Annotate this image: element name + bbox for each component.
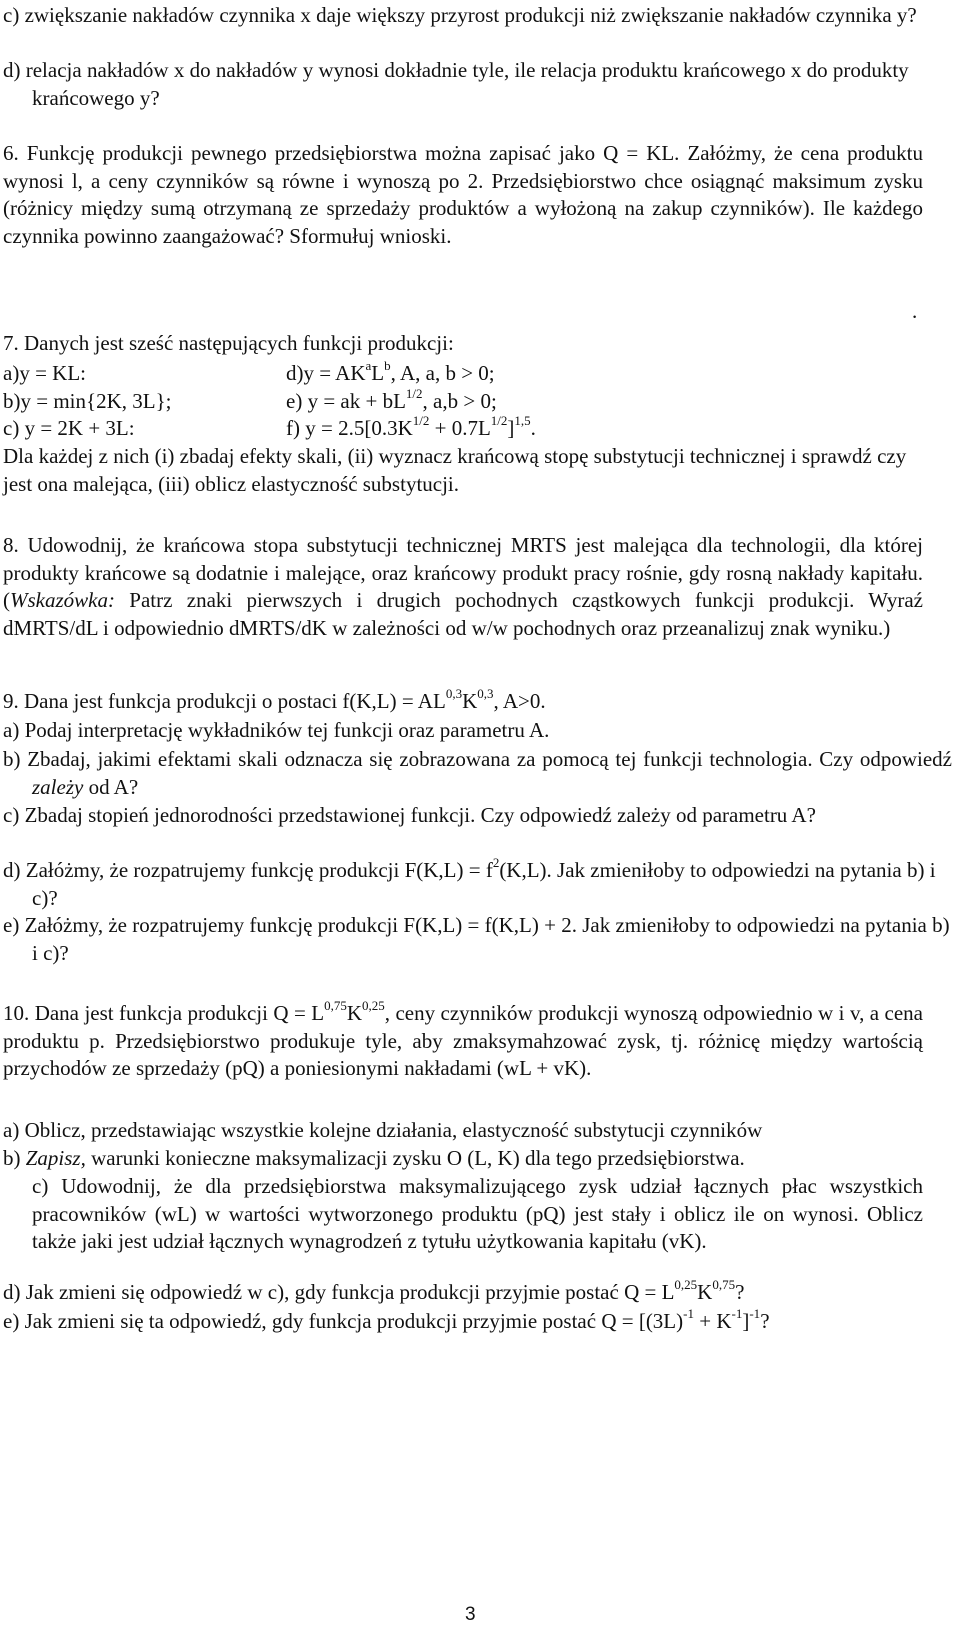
question-10-b: b) Zapisz, warunki konieczne maksymalizacji zysku O (L, K) dla tego przedsiębiorstwa.: [3, 1146, 745, 1170]
question-10-a: a) Oblicz, przedstawiając wszystkie kolejne działania, elastyczność substytucji czynników: [3, 1118, 763, 1142]
question-10-c: c) Udowodnij, że dla przedsiębiorstwa maksymalizującego zysk udział łącznych płac wszystkich pracowników (wL) w wartości wytworzonego produktu (pQ) jest stały i oblicz ile on wynosi. Oblicz także jaki jest udział łącznych wynagrodzeń z tytułu użytkowania kapitału (vK).: [32, 1174, 923, 1253]
function-e: e) y = ak + $bL^{1/2}$, a,b > 0;: [286, 385, 497, 413]
question-10-e: e) Jak zmieni się ta odpowiedź, gdy funkcja produkcji przyjmie postać $Q = [(3L)^{-1} + K^{-1}]^{-1}$?: [3, 1306, 770, 1333]
intro-item-d: d) relacja nakładów x do nakładów y wynosi dokładnie tyle, ile relacja produktu krańcowego x do produkty krańcowego y?: [3, 58, 909, 110]
question-7-task: Dla każdej z nich (i) zbadaj efekty skali, (ii) wyznacz krańcową stopę substytucji technicznej i sprawdź czy jest ona malejąca, (iii) oblicz elastyczność substytucji.: [3, 444, 907, 496]
question-9-c: c) Zbadaj stopień jednorodności przedstawionej funkcji. Czy odpowiedź zależy od parametru A?: [3, 803, 816, 827]
intro-item-c: c) zwiększanie nakładów czynnika x daje większy przyrost produkcji niż zwiększanie nakładów czynnika y?: [3, 3, 917, 27]
question-9-heading: 9. Dana jest funkcja produkcji o postaci $f(K,L) = AL^{0,3}K^{0,3}$, A>0.: [3, 686, 546, 713]
page-number: 3: [465, 1604, 476, 1625]
question-7-functions: [3, 360, 623, 443]
question-9-d: d) Załóżmy, że rozpatrujemy funkcję produkcji $F(K,L) = f^2(K,L)$. Jak zmieniłoby to odpowiedzi na pytania b) i c)?: [3, 855, 936, 910]
question-10: 10. Dana jest funkcja produkcji $Q = L^{0,75}K^{0,25}$, ceny czynników produkcji wynoszą odpowiednio w i v, a cena produktu p. Przedsiębiorstwo produkuje tyle, aby zmaksymahzować zysk, tj. różnicę między wartością przychodów ze sprzedaży (pQ) a poniesionymi nakładami (wL + vK).: [3, 998, 923, 1080]
question-9-a: a) Podaj interpretację wykładników tej funkcji oraz parametru A.: [3, 718, 550, 742]
question-8: 8. Udowodnij, że krańcowa stopa substytucji technicznej MRTS jest malejąca dla technologii, dla której produkty krańcowe są dodatnie i malejące, oraz krańcowy produkt pracy rośnie, gdy rosną nakłady kapitału. (Wskazówka: Patrz znaki pierwszych i drugich pochodnych cząstkowych funkcji produkcji. Wyraź dMRTS/dL i odpowiednio dMRTS/dK w zależności od w/w pochodnych oraz przeanalizuj znak wyniku.): [3, 533, 923, 640]
question-6: 6. Funkcję produkcji pewnego przedsiębiorstwa można zapisać jako Q = KL. Załóżmy, że cena produktu wynosi l, a ceny czynników są równe i wynoszą po 2. Przedsiębiorstwo chce osiągnąć maksimum zysku (różnicy między sumą otrzymaną ze sprzedaży produktów a wyłożoną na zakup czynników). Ile każdego czynnika powinno zaangażować? Sformułuj wnioski.: [3, 141, 923, 248]
function-c: c) y = 2K + 3L:: [3, 416, 135, 440]
function-d: $d)y = AK^aL^b$, A, a, b > 0;: [286, 358, 495, 385]
function-row: [3, 385, 623, 416]
function-row: [3, 360, 623, 388]
function-row: [3, 415, 623, 443]
function-a: a)y = KL:: [3, 361, 86, 385]
question-7-heading: 7. Danych jest sześć następujących funkcji produkcji:: [3, 331, 454, 355]
function-b: b)y = min{2K, 3L};: [3, 388, 172, 413]
question-10-d: d) Jak zmieni się odpowiedź w c), gdy funkcja produkcji przyjmie postać $Q = L^{0,25}K^{0,75}$?: [3, 1277, 745, 1304]
question-9-e: e) Załóżmy, że rozpatrujemy funkcję produkcji F(K,L) = f(K,L) + 2. Jak zmieniłoby to odpowiedzi na pytania b) i c)?: [3, 913, 950, 965]
function-f: f) $y = 2.5[0.3K^{1/2} + 0.7L^{1/2}]^{1,5}$.: [286, 413, 536, 440]
stray-dot: .: [912, 299, 918, 323]
question-9-b: b) Zbadaj, jakimi efektami skali odznacza się zobrazowana za pomocą tej funkcji technologia. Czy odpowiedź zależy od A?: [3, 747, 952, 799]
